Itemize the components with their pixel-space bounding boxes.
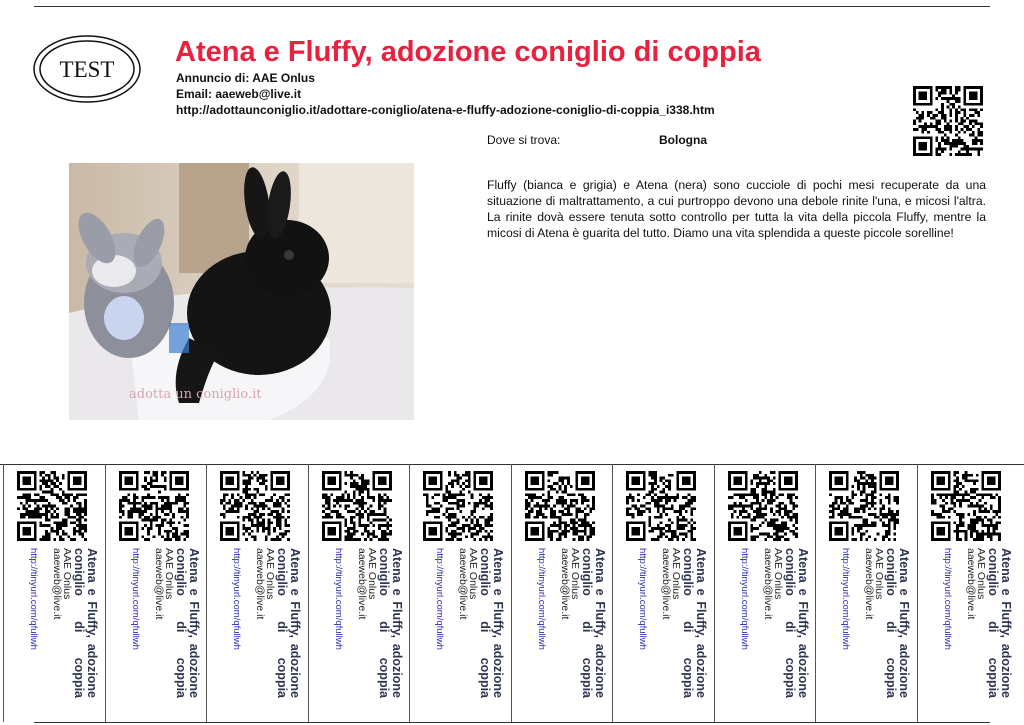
tear-off-tab[interactable] <box>612 464 714 722</box>
location-value: Bologna <box>659 133 707 147</box>
tab-text <box>0 548 98 698</box>
tab-title: Atena e Fluffy, adozione coniglio di coppia <box>579 548 607 698</box>
tab-title: Atena e Fluffy, adozione coniglio di coppia <box>782 548 810 698</box>
tab-title: Atena e Fluffy, adozione coniglio di coppia <box>275 548 302 698</box>
tab-title: Atena e Fluffy, adozione coniglio di coppia <box>376 548 404 698</box>
qr-code-icon <box>119 471 189 541</box>
tab-text <box>303 548 403 698</box>
qr-code-icon <box>728 471 798 541</box>
tab-announcer: AAE Onlus <box>873 548 885 600</box>
tab-text <box>404 548 504 698</box>
qr-code-icon <box>525 471 595 541</box>
email: Email: aaeweb@live.it <box>176 87 302 101</box>
tab-url[interactable]: http://tinyurl.com/qfullwh <box>28 548 39 650</box>
tab-title: Atena e Fluffy, adozione coniglio di coppia <box>681 548 708 698</box>
photo-watermark: adotta un coniglio.it <box>129 387 262 402</box>
tab-text <box>506 548 606 698</box>
tab-announcer: AAE Onlus <box>670 548 682 600</box>
tab-email: aaeweb@live.it <box>558 548 571 620</box>
tab-title: Atena e Fluffy, adozione coniglio di coppia <box>985 548 1013 698</box>
test-logo <box>32 34 142 104</box>
location-label: Dove si trova: <box>487 133 561 147</box>
tear-off-tab[interactable] <box>3 464 105 722</box>
tab-announcer: AAE Onlus <box>771 548 784 600</box>
tab-title: Atena e Fluffy, adozione coniglio di coppia <box>173 548 201 698</box>
tab-announcer: AAE Onlus <box>264 548 276 600</box>
tear-strip-bottom-rule <box>34 722 990 723</box>
tab-announcer: AAE Onlus <box>365 548 378 600</box>
tab-text <box>810 548 910 698</box>
tear-off-tab[interactable] <box>917 464 1019 722</box>
tab-text <box>201 548 301 698</box>
tab-email: aaeweb@live.it <box>152 548 165 620</box>
tab-text <box>607 548 707 698</box>
qr-code-icon <box>322 471 392 541</box>
rabbit-photo <box>69 163 414 420</box>
tear-off-tab[interactable] <box>308 464 410 722</box>
tab-announcer: AAE Onlus <box>974 548 987 600</box>
qr-code-icon <box>829 471 899 541</box>
tab-url[interactable]: http://tinyurl.com/qfullwh <box>535 548 547 650</box>
tab-url[interactable]: http://tinyurl.com/qfullwh <box>434 548 445 650</box>
tab-url[interactable]: http://tinyurl.com/qfullwh <box>231 548 242 650</box>
tab-text <box>709 548 809 698</box>
tear-off-tab[interactable] <box>511 464 613 722</box>
tab-announcer: AAE Onlus <box>568 548 581 600</box>
tab-title: Atena e Fluffy, adozione coniglio di coppia <box>478 548 505 698</box>
tear-off-tab[interactable] <box>105 464 207 722</box>
tab-announcer: AAE Onlus <box>61 548 73 600</box>
qr-code-icon <box>220 471 290 541</box>
tab-email: aaeweb@live.it <box>863 548 875 620</box>
tab-announcer: AAE Onlus <box>162 548 175 600</box>
description: Fluffy (bianca e grigia) e Atena (nera) sono cucciole di pochi mesi recuperate da una situazione di maltrattamento, a cui purtroppo devono una debole rinite l'una, e micosi l'altra. La rinite dovà essere tenuta sotto controllo per tutta la vita della piccola Fluffy, mentre la micosi di Atena è guarita del tutto. Diamo una vita splendida a queste piccole sorelline! <box>487 178 986 240</box>
tab-url[interactable]: http://tinyurl.com/qfullwh <box>840 548 851 650</box>
tab-text <box>912 548 1012 698</box>
announcer: Annuncio di: AAE Onlus <box>176 71 315 85</box>
qr-code-icon <box>626 471 696 541</box>
tear-off-tab[interactable] <box>815 464 917 722</box>
tab-url[interactable]: http://tinyurl.com/qfullwh <box>738 548 750 650</box>
tab-url[interactable]: http://tinyurl.com/qfullwh <box>637 548 648 650</box>
qr-code-icon <box>931 471 1001 541</box>
tab-title: Atena e Fluffy, adozione coniglio di coppia <box>884 548 911 698</box>
ad-url[interactable]: http://adottaunconiglio.it/adottare-coniglio/atena-e-fluffy-adozione-coniglio-di-coppia_i338.htm <box>176 103 715 117</box>
tear-off-tab[interactable] <box>206 464 308 722</box>
tab-url[interactable]: http://tinyurl.com/qfullwh <box>941 548 953 650</box>
tab-email: aaeweb@live.it <box>660 548 672 620</box>
logo-text: TEST <box>59 57 115 82</box>
tab-email: aaeweb@live.it <box>51 548 63 620</box>
tear-off-tab[interactable] <box>714 464 816 722</box>
tab-email: aaeweb@live.it <box>254 548 266 620</box>
qr-code-icon <box>913 86 983 156</box>
tab-title: Atena e Fluffy, adozione coniglio di coppia <box>72 548 99 698</box>
tab-text <box>100 548 200 698</box>
tab-announcer: AAE Onlus <box>467 548 479 600</box>
top-rule <box>34 6 990 7</box>
tab-email: aaeweb@live.it <box>964 548 977 620</box>
tab-email: aaeweb@live.it <box>761 548 774 620</box>
qr-code-icon <box>17 471 87 541</box>
tear-off-tab[interactable] <box>409 464 511 722</box>
tab-email: aaeweb@live.it <box>457 548 469 620</box>
qr-code-icon <box>423 471 493 541</box>
ad-title: Atena e Fluffy, adozione coniglio di coppia <box>175 36 761 68</box>
tab-url[interactable]: http://tinyurl.com/qfullwh <box>129 548 141 650</box>
tab-email: aaeweb@live.it <box>355 548 368 620</box>
tab-url[interactable]: http://tinyurl.com/qfullwh <box>332 548 344 650</box>
